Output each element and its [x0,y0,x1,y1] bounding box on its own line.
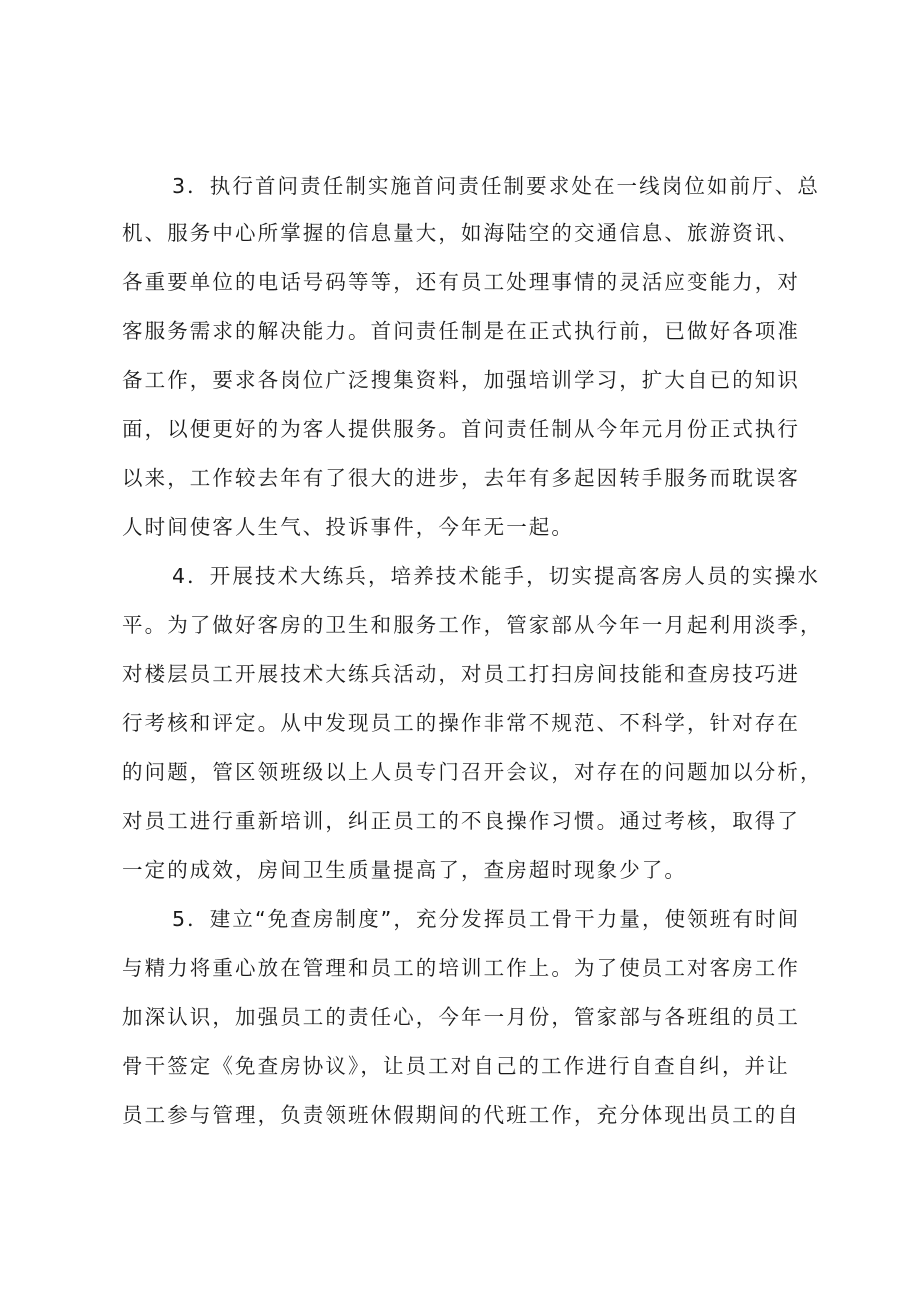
text-line: 备工作，要求各岗位广泛搜集资料，加强培训学习，扩大自已的知识 [122,368,800,392]
text-line: 骨干签定《免查房协议》，让员工对自己的工作进行自查自纠，并让 [122,1054,790,1078]
text-line: 机、服务中心所掌握的信息量大，如海陆空的交通信息、旅游资讯、 [122,221,800,245]
text-line: 4．开展技术大练兵，培养技术能手，切实提高客房人员的实操水 [172,564,820,588]
text-line: 员工参与管理，负责领班休假期间的代班工作，充分体现出员工的自 [122,1103,800,1127]
text-line: 各重要单位的电话号码等等，还有员工处理事情的灵活应变能力，对 [122,270,800,294]
text-line: 行考核和评定。从中发现员工的操作非常不规范、不科学，针对存在 [122,711,800,735]
text-line: 人时间使客人生气、投诉事件，今年无一起。 [122,515,574,539]
text-line: 5．建立“免查房制度”，充分发挥员工骨干力量，使领班有时间 [172,907,801,931]
text-line: 3．执行首问责任制实施首问责任制要求处在一线岗位如前厅、总 [172,174,820,198]
text-line: 加深认识，加强员工的责任心，今年一月份，管家部与各班组的员工 [122,1005,800,1029]
text-line: 的问题，管区领班级以上人员专门召开会议，对存在的问题加以分析， [122,760,823,784]
text-line: 对楼层员工开展技术大练兵活动，对员工打扫房间技能和查房技巧进 [122,662,800,686]
text-line: 一定的成效，房间卫生质量提高了，查房超时现象少了。 [122,858,687,882]
text-line: 对员工进行重新培训，纠正员工的不良操作习惯。通过考核，取得了 [122,809,800,833]
text-line: 平。为了做好客房的卫生和服务工作，管家部从今年一月起利用淡季， [122,613,823,637]
text-line: 客服务需求的解决能力。首问责任制是在正式执行前，已做好各项准 [122,319,800,343]
text-line: 以来，工作较去年有了很大的进步，去年有多起因转手服务而耽误客 [122,466,800,490]
text-line: 面，以便更好的为客人提供服务。首问责任制从今年元月份正式执行 [122,417,800,441]
text-line: 与精力将重心放在管理和员工的培训工作上。为了使员工对客房工作 [122,956,800,980]
